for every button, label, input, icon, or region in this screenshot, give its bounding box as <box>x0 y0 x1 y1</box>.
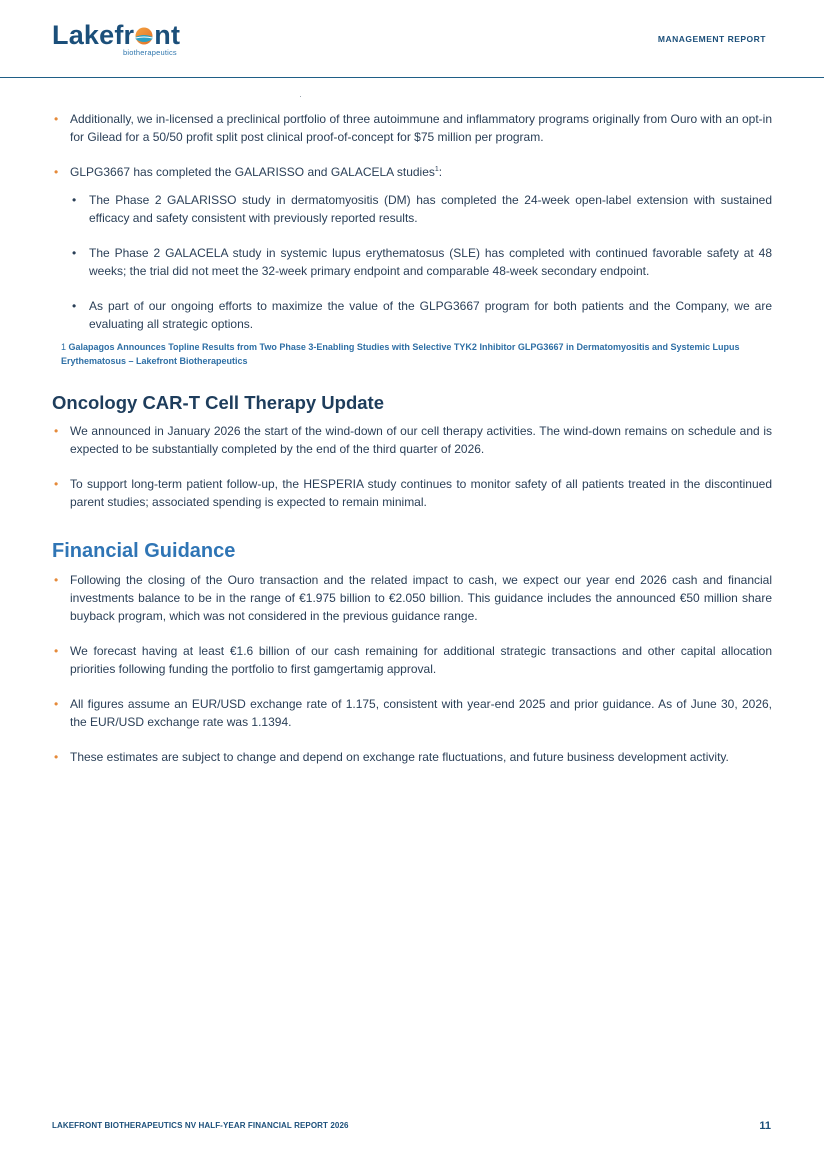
bullet-text: Additionally, we in-licensed a preclinical portfolio of three autoimmune and inflammatory programs originally from Ouro with an opt-in for Gilead for a 50/50 profit split post clinical proof-of-concept for $75 million per program. <box>70 112 772 144</box>
sub-bullet-marker: • <box>72 246 77 260</box>
main-content <box>52 110 772 766</box>
list-item <box>52 748 772 766</box>
bullet-marker: • <box>54 573 59 587</box>
sub-bullet-text: As part of our ongoing efforts to maximize the value of the GLPG3667 program for both patients and the Company, we are evaluating all strategic options. <box>89 299 772 331</box>
bullet-marker: • <box>54 165 59 179</box>
list-item <box>52 475 772 511</box>
logo-o-icon <box>135 19 153 37</box>
list-item <box>52 695 772 731</box>
sub-bullet-text: The Phase 2 GALARISSO study in dermatomyositis (DM) has completed the 24-week open-label extension with sustained efficacy and safety consistent with previously reported results. <box>89 193 772 225</box>
bullet-marker: • <box>54 112 59 126</box>
bullet-text: These estimates are subject to change and depend on exchange rate fluctuations, and future business development activity. <box>70 750 729 764</box>
logo-wordmark <box>52 18 180 52</box>
sub-bullet-marker: • <box>72 299 77 313</box>
page-header <box>0 0 824 78</box>
bullet-marker: • <box>54 424 59 438</box>
bullet-marker: • <box>54 750 59 764</box>
logo-text-part1: Lakefr <box>52 20 135 50</box>
footer-title: LAKEFRONT BIOTHERAPEUTICS NV HALF-YEAR FINANCIAL REPORT 2026 <box>52 1121 349 1130</box>
logo-text-part2: nt <box>154 20 181 50</box>
section-label: MANAGEMENT REPORT <box>657 34 766 44</box>
sub-list-item <box>52 191 772 227</box>
footnote-ref: 1 <box>434 166 439 173</box>
list-item <box>52 571 772 625</box>
logo-subtitle: biotherapeutics <box>123 48 177 57</box>
list-item <box>52 163 772 181</box>
sub-list-item <box>52 297 772 333</box>
footnote-text[interactable]: Galapagos Announces Topline Results from Two Phase 3-Enabling Studies with Selective TYK2 Inhibitor GLPG3667 in Dermatomyositis and Systemic Lupus Erythematosus – Lakefront Biotherapeutics <box>61 342 740 366</box>
list-item <box>52 110 772 146</box>
section-heading-financial: Financial Guidance <box>52 540 236 562</box>
bullet-text: To support long-term patient follow-up, the HESPERIA study continues to monitor safety of all patients treated in the discontinued parent studies; associated spending is expected to remain minimal. <box>70 477 772 509</box>
list-item <box>52 422 772 458</box>
section-heading-oncology: Oncology CAR-T Cell Therapy Update <box>52 392 385 413</box>
bullet-marker: • <box>54 477 59 491</box>
sub-bullet-marker: • <box>72 193 77 207</box>
bullet-text: Following the closing of the Ouro transaction and the related impact to cash, we expect our year end 2026 cash and financial investments balance to be in the range of €1.975 billion to €2.050 billion. This guidance includes the announced €50 million share buyback program, which was not considered in the previous guidance range. <box>70 573 772 623</box>
stray-dot <box>300 96 301 97</box>
company-logo <box>52 18 212 60</box>
footnote <box>52 341 772 368</box>
bullet-text: We forecast having at least €1.6 billion of our cash remaining for additional strategic transactions and other capital allocation priorities following funding the portfolio to first gamgertamig approval. <box>70 644 772 676</box>
bullet-marker: • <box>54 697 59 711</box>
footnote-number: 1 <box>61 342 67 352</box>
bullet-text: All figures assume an EUR/USD exchange rate of 1.175, consistent with year-end 2025 and prior guidance. As of June 30, 2026, the EUR/USD exchange rate was 1.1394. <box>70 697 772 729</box>
bullet-text: GLPG3667 has completed the GALARISSO and GALACELA studies <box>70 165 435 179</box>
bullet-text-suffix: : <box>438 165 443 179</box>
page-number: 11 <box>759 1120 771 1132</box>
list-item <box>52 642 772 678</box>
bullet-text: We announced in January 2026 the start of the wind-down of our cell therapy activities. The wind-down remains on schedule and is expected to be substantially completed by the end of the third quarter of 2026. <box>70 424 772 456</box>
bullet-marker: • <box>54 644 59 658</box>
sub-list-item <box>52 244 772 280</box>
sub-bullet-text: The Phase 2 GALACELA study in systemic lupus erythematosus (SLE) has completed with continued favorable safety at 48 weeks; the trial did not meet the 32-week primary endpoint and comparable 48-week secondary endpoint. <box>89 246 772 278</box>
